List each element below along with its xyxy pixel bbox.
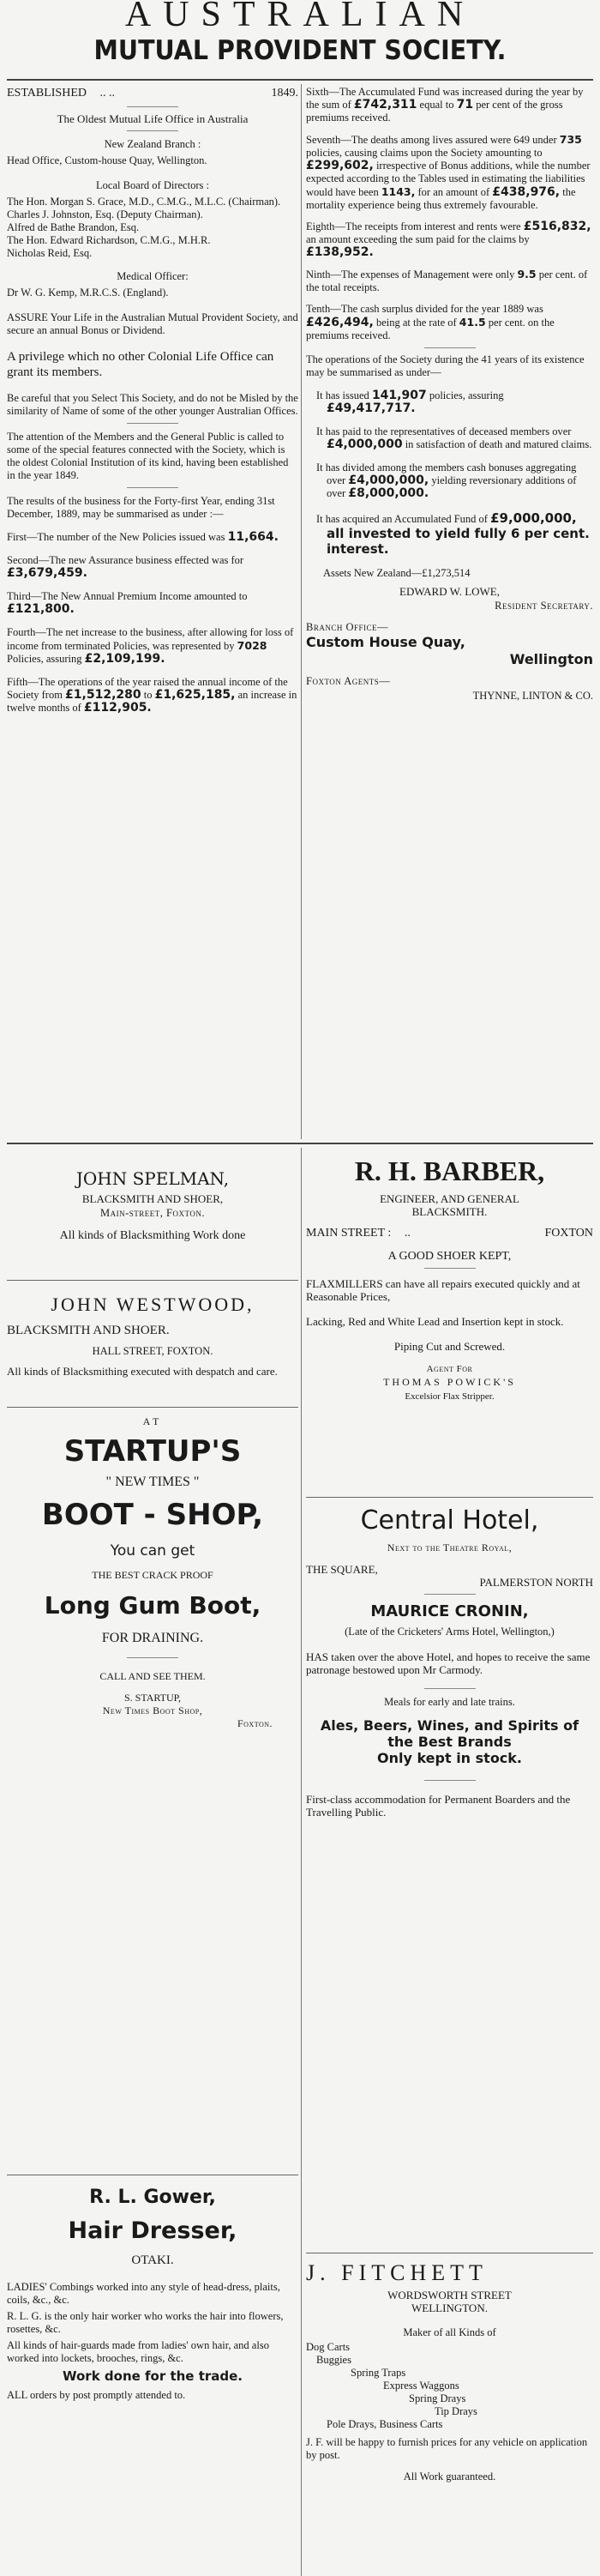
fitchett-items (306, 2341, 593, 2431)
barber-stripper: Excelsior Flax Stripper. (405, 1391, 495, 1402)
sixth-item: Sixth—The Accumulated Fund was increased during the year by the sum of £742,311 equal to 71 per cent of the gross premiums received. (306, 86, 584, 124)
central-ales: Ales, Beers, Wines, and Spirits of the Best Brands (320, 1717, 579, 1750)
ninth-item: Ninth—The expenses of Management were only 9.5 per cent. of the total receipts. (306, 268, 588, 293)
fitchett-name: J. FITCHETT (306, 2260, 488, 2285)
divider (424, 1688, 476, 1689)
startup-best: THE BEST CRACK PROOF (92, 1569, 213, 1581)
westwood-body: All kinds of Blacksmithing executed with despatch and care. (7, 1365, 278, 1378)
gower-guards: All kinds of hair-guards made from ladies' own hair, and also worked into lockets, brooches, rings, &c. (7, 2339, 269, 2364)
central-meals: Meals for early and late trains. (384, 1696, 515, 1708)
startup-at: AT (142, 1415, 163, 1427)
central-name: Central Hotel, (360, 1505, 539, 1535)
vehicle-item: Express Waggons (383, 2380, 459, 2392)
central-stock: Only kept in stock. (376, 1750, 523, 1766)
barber-trade2: BLACKSMITH. (411, 1205, 488, 1218)
divider (127, 487, 178, 488)
vehicle-item: Dog Carts (306, 2341, 351, 2353)
amp-bottom-rule (7, 1143, 593, 1144)
barber-flaxmillers: FLAXMILLERS can have all repairs executed quickly and at Reasonable Prices, (306, 1277, 580, 1303)
head-office: Head Office, Custom-house Quay, Wellington. (7, 154, 207, 166)
amp-left-column (7, 86, 298, 715)
central-late: (Late of the Cricketers' Arms Hotel, Wellington,) (345, 1626, 555, 1638)
barber-name: R. H. BARBER, (354, 1155, 545, 1186)
third-item: Third—The New Annual Premium Income amounted to £121,800. (7, 590, 248, 616)
westwood-trade: BLACKSMITH AND SHOER. (7, 1324, 170, 1337)
column-divider (301, 84, 302, 1139)
fitchett-city: WELLINGTON. (411, 2302, 488, 2314)
seventh-item: Seventh—The deaths among lives assured were 649 under 735 policies, causing claims upon the Society amounting to £299,602, irrespective of Bonus additions, while the number expected according to the Tables used in estimating the liabilities would have been 1143, for an amount of £438,976, the mortality experience being thus extremely favourable. (306, 133, 591, 211)
divider (306, 1497, 593, 1498)
fitchett-maker: Maker of all Kinds of (403, 2326, 496, 2338)
vehicle-item: Spring Traps (351, 2367, 406, 2379)
gower-orders: ALL orders by post promptly attended to. (7, 2389, 186, 2401)
fitchett-guaranteed: All Work guaranteed. (403, 2470, 496, 2482)
spelman-address: Main-street, Foxton. (100, 1207, 205, 1219)
startup-for-draining: FOR DRAINING. (101, 1631, 204, 1645)
masthead (0, 0, 600, 67)
medical-heading: Medical Officer: (117, 270, 189, 282)
spelman-name: JOHN SPELMAN, (75, 1168, 230, 1189)
westwood-address: HALL STREET, FOXTON. (92, 1345, 213, 1357)
startup-sig-shop: New Times Boot Shop, (102, 1704, 203, 1716)
eighth-item: Eighth—The receipts from interest and rents were £516,832, an amount exceeding the sum paid for the claims by £138,952. (306, 220, 591, 259)
divider (7, 1407, 298, 1408)
divider (424, 1780, 476, 1781)
fitchett-happy: J. F. will be happy to furnish prices for any vehicle on application by post. (306, 2436, 588, 2461)
secretary-name: EDWARD W. LOWE, (399, 585, 500, 598)
barber-shoer: A GOOD SHOER KEPT, (387, 1250, 512, 1263)
issued-item: It has issued 141,907 policies, assuring £49,417,717. (316, 389, 504, 415)
attention-text: The attention of the Members and the General Public is called to some of the special features connected with the Society, which is the oldest Colonial Institution of its kind, having been established in the year 1849. (7, 431, 289, 481)
director: Alfred de Bathe Brandon, Esq. (7, 221, 140, 233)
central-next-to: Next to the Theatre Royal, (387, 1541, 513, 1553)
privilege-text: A privilege which no other Colonial Life Office can grant its members. (7, 350, 274, 379)
startup-sig-name: S. STARTUP, (123, 1692, 181, 1704)
medical-officer: Dr W. G. Kemp, M.R.C.S. (England). (7, 287, 169, 299)
gower-ladies: LADIES' Combings worked into any style of head-dress, plaits, coils, &c., &c. (7, 2281, 280, 2306)
gower-town: OTAKI. (131, 2253, 174, 2267)
barber-agent-for: Agent For (426, 1364, 473, 1374)
barber-trade1: ENGINEER, AND GENERAL (380, 1192, 519, 1205)
gower-ad (7, 2186, 298, 2402)
careful-text: Be careful that you Select This Society, and do not be Misled by the similarity of Name of some of the other younger Australian Offices. (7, 392, 298, 417)
divider (127, 130, 178, 131)
established-line: ESTABLISHED .. .. 1849. (7, 87, 298, 100)
divided-item: It has divided among the members cash bonuses aggregating over £4,000,000, yielding reversionary additions of over £8,000,000. (316, 462, 577, 500)
barber-street-line: MAIN STREET : .. FOXTON (306, 1227, 593, 1240)
fifth-item: Fifth—The operations of the year raised the annual income of the Society from £1,512,280 to £1,625,185, an increase in twelve months of £112,905. (7, 676, 297, 715)
masthead-rule (7, 79, 593, 81)
startup-you-can-get: You can get (110, 1542, 195, 1559)
central-first-class: First-class accommodation for Permanent Boarders and the Travelling Public. (306, 1793, 571, 1819)
operations-text: The operations of the Society during the 41 years of its existence may be summarised as under— (306, 353, 585, 378)
amp-right-column (306, 86, 593, 703)
branch-office-label: Branch Office— (306, 621, 389, 633)
central-hotel-ad (306, 1505, 593, 1819)
directors-list (7, 196, 298, 260)
fourth-item: Fourth—The net increase to the business, after allowing for loss of income from terminated Policies, was represented by 7028 Policies, assuring £2,109,199. (7, 626, 294, 666)
vehicle-item: Tip Drays (435, 2405, 477, 2417)
acquired-item: It has acquired an Accumulated Fund of £9,000,000, all invested to yield fully 6 per cent. interest. (316, 510, 590, 557)
director: The Hon. Edward Richardson, C.M.G., M.H.R. (7, 234, 211, 246)
spelman-ad (7, 1168, 298, 1243)
nz-branch-heading: New Zealand Branch : (104, 138, 201, 150)
branch-office-value: Custom House Quay, (306, 634, 465, 650)
assets-line: Assets New Zealand—£1,273,514 (323, 567, 471, 579)
divider (7, 1280, 298, 1281)
spelman-trade: BLACKSMITH AND SHOER, (81, 1192, 224, 1205)
central-city: PALMERSTON NORTH (479, 1576, 593, 1589)
divider (127, 1657, 178, 1658)
vehicle-item: Spring Drays (409, 2392, 466, 2404)
startup-name: STARTUP'S (63, 1434, 242, 1469)
barber-lacking: Lacking, Red and White Lead and Insertion kept in stock. (306, 1315, 564, 1328)
tenth-item: Tenth—The cash surplus divided for the year 1889 was £426,494, being at the rate of 41.5 per cent. on the premiums received. (306, 303, 555, 341)
startup-ad (7, 1415, 298, 1730)
gower-only: R. L. G. is the only hair worker who works the hair into flowers, rosettes, &c. (7, 2310, 284, 2335)
fitchett-ad (306, 2259, 593, 2483)
divider (424, 347, 476, 348)
startup-quote: " NEW TIMES " (105, 1475, 200, 1489)
director: Charles J. Johnston, Esq. (Deputy Chairman). (7, 208, 203, 220)
startup-product: Long Gum Boot, (44, 1591, 261, 1620)
startup-shop: BOOT - SHOP, (41, 1498, 264, 1532)
central-proprietor: MAURICE CRONIN, (370, 1602, 529, 1620)
gower-trade: Hair Dresser, (68, 2217, 237, 2244)
gower-name: R. L. Gower, (89, 2187, 216, 2208)
branch-office-city: Wellington (509, 651, 593, 667)
gower-trade-work: Work done for the trade. (62, 2368, 243, 2384)
local-board-heading: Local Board of Directors : (96, 179, 209, 191)
assure-text: ASSURE Your Life in the Australian Mutual Provident Society, and secure an annual Bonus or Dividend. (7, 311, 298, 336)
oldest-office: The Oldest Mutual Life Office in Australia (57, 112, 249, 125)
vehicle-item: Pole Drays, Business Carts (327, 2418, 443, 2430)
barber-agent-name: THOMAS POWICK'S (383, 1376, 516, 1388)
results-text: The results of the business for the Forty-first Year, ending 31st December, 1889, may be summarised as under :— (7, 495, 275, 520)
startup-call: CALL AND SEE THEM. (99, 1670, 206, 1682)
first-item: First—The number of the New Policies issued was 11,664. (7, 530, 279, 544)
paid-item: It has paid to the representatives of deceased members over £4,000,000 in satisfaction of death and matured claims. (316, 425, 592, 451)
director: The Hon. Morgan S. Grace, M.D., C.M.G., M.L.C. (Chairman). (7, 196, 281, 208)
masthead-line1: AUSTRALIAN (124, 0, 476, 34)
divider (424, 1268, 476, 1269)
foxton-agents-label: Foxton Agents— (306, 675, 391, 687)
divider (127, 423, 178, 424)
divider (424, 1594, 476, 1595)
foxton-agents-value: THYNNE, LINTON & CO. (472, 690, 593, 702)
masthead-line2: MUTUAL PROVIDENT SOCIETY. (93, 35, 507, 66)
vehicle-item: Buggies (316, 2354, 351, 2366)
column-divider (301, 1148, 302, 2576)
startup-sig-town: Foxton. (237, 1717, 273, 1729)
barber-piping: Piping Cut and Screwed. (393, 1340, 506, 1353)
spelman-body: All kinds of Blacksmithing Work done (59, 1229, 246, 1242)
barber-ad (306, 1155, 593, 1403)
fitchett-street: WORDSWORTH STREET (387, 2289, 512, 2302)
director: Nicholas Reid, Esq. (7, 247, 93, 259)
central-square: THE SQUARE, (306, 1563, 378, 1576)
secretary-title: Resident Secretary. (495, 600, 593, 612)
westwood-name: JOHN WESTWOOD, (51, 1294, 255, 1315)
divider (127, 106, 178, 107)
westwood-ad (7, 1292, 298, 1378)
central-taken: HAS taken over the above Hotel, and hopes to receive the same patronage bestowed upon Mr Carmody. (306, 1650, 591, 1676)
second-item: Second—The new Assurance business effected was for £3,679,459. (7, 554, 244, 580)
